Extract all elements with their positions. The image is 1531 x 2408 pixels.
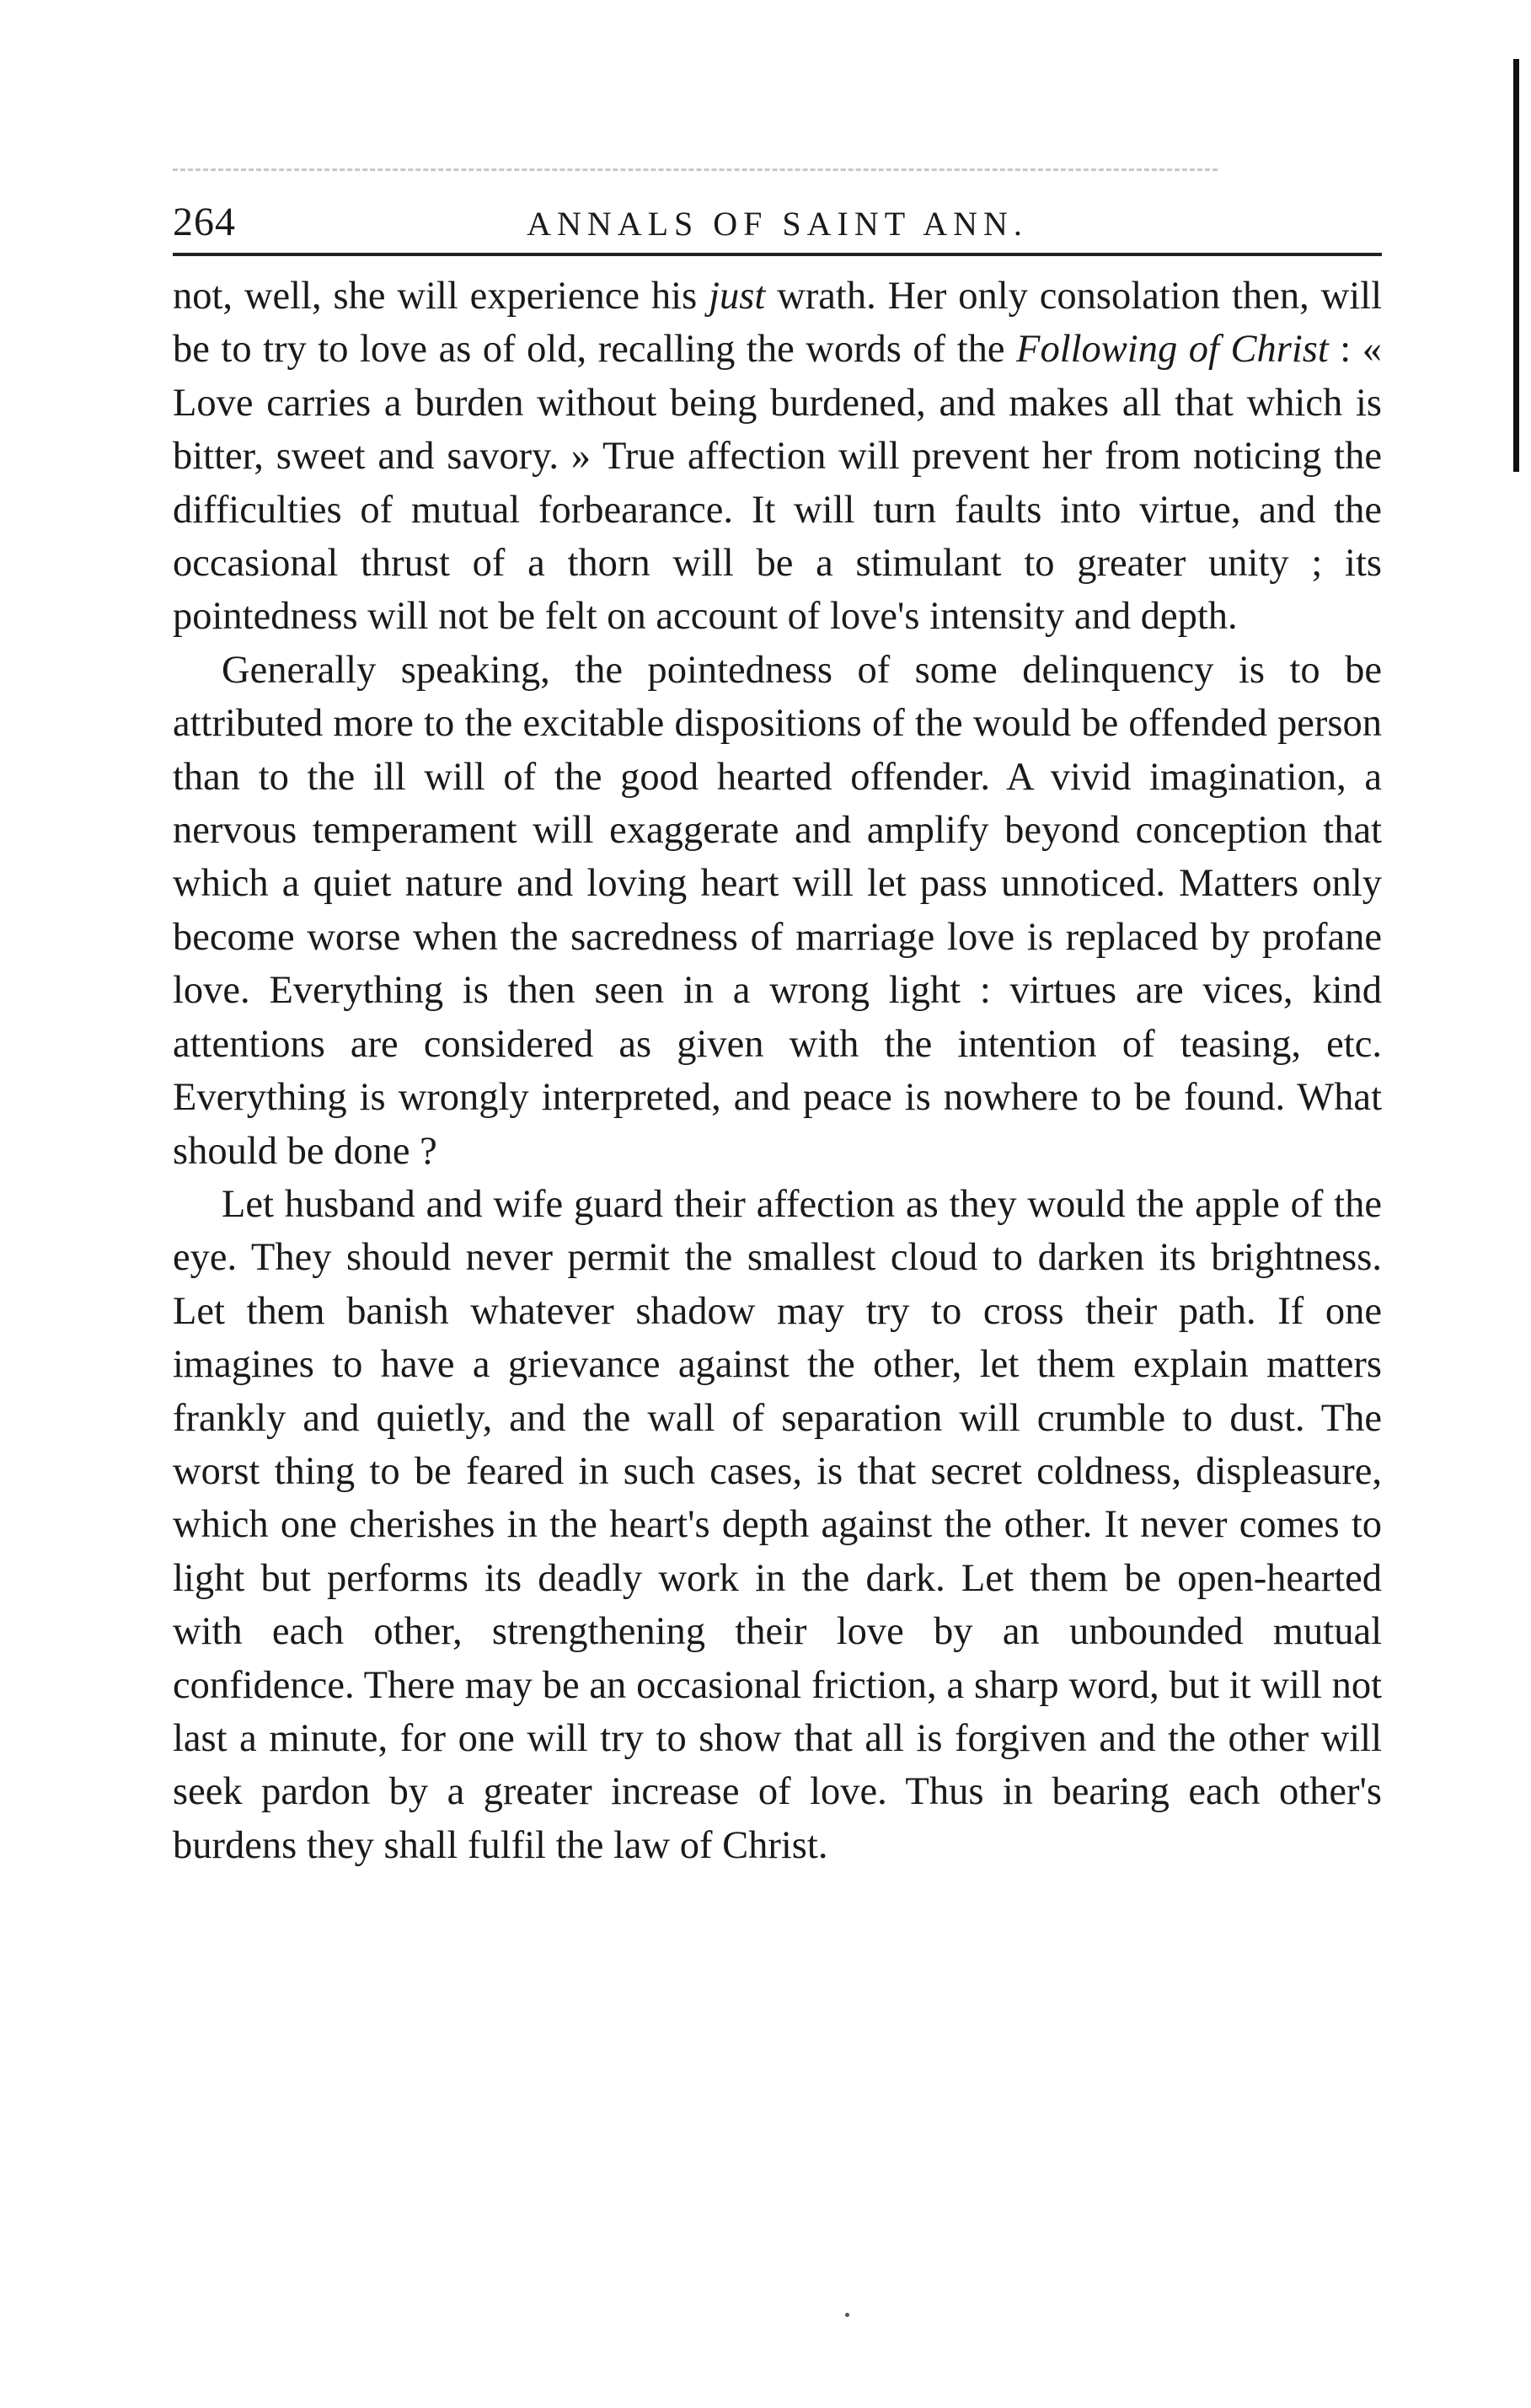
running-title: ANNALS OF SAINT ANN. <box>527 205 1028 243</box>
paragraph-1 <box>173 270 1382 644</box>
paragraph-1-emphasis-just: just <box>709 275 766 318</box>
page-header <box>173 199 1382 249</box>
paragraph-1-part-c: wrath. Her only consolation then, will be to try to love as of old, recalling the words of the <box>173 275 1383 372</box>
paragraph-2: Generally speaking, the pointedness of some delinquency is to be attributed more to the excitable dispositions of the would be offended person than to the ill will of the good hearted offender. A vivid imagination, a nervous temperament will exaggerate and amplify beyond conception that which a quiet nature and loving heart will let pass unnoticed. Matters only become worse when the sacredness of marriage love is replaced by profane love. Everything is then seen in a wrong light : virtues are vices, kind attentions are considered as given with the intention of teasing, etc. Everything is wrongly interpreted, and peace is nowhere to be found. What should be done ? <box>173 648 1382 1173</box>
body-text <box>173 270 1382 1872</box>
scan-speck <box>845 2313 849 2317</box>
scan-edge-bar <box>1513 59 1519 472</box>
paragraph-1-part-e: : « Love carries a burden without being burdened, and makes all that which is bitter, sweet and savory. » True affection will prevent her from noticing the difficulties of mutual forbearance. It will turn faults into virtue, and the occasional thrust of a thorn will be a stimulant to greater unity ; its pointedness will not be felt on account of love's intensity and depth. <box>173 328 1382 639</box>
paragraph-3: Let husband and wife guard their affection as they would the apple of the eye. They should never permit the smallest cloud to darken its brightness. Let them banish whatever shadow may try to cross their path. If one imagines to have a grievance against the other, let them explain matters frankly and quietly, and the wall of separation will crumble to dust. The worst thing to be feared in such cases, is that secret coldness, displeasure, which one cherishes in the heart's depth against the other. It never comes to light but performs its deadly work in the dark. Let them be open-hearted with each other, strengthening their love by an unbounded mutual confidence. There may be an occasional friction, a sharp word, but it will not last a minute, for one will try to show that all is forgiven and the other will seek pardon by a greater increase of love. Thus in bearing each other's burdens they shall fulfil the law of Christ. <box>173 1182 1382 1867</box>
paragraph-1-part-a: not, well, she will experience his <box>173 275 709 318</box>
top-dashed-artifact <box>173 169 1218 179</box>
header-rule <box>173 253 1382 256</box>
page-number: 264 <box>173 200 236 244</box>
paragraph-1-book-title: Following of Christ <box>1016 328 1329 372</box>
